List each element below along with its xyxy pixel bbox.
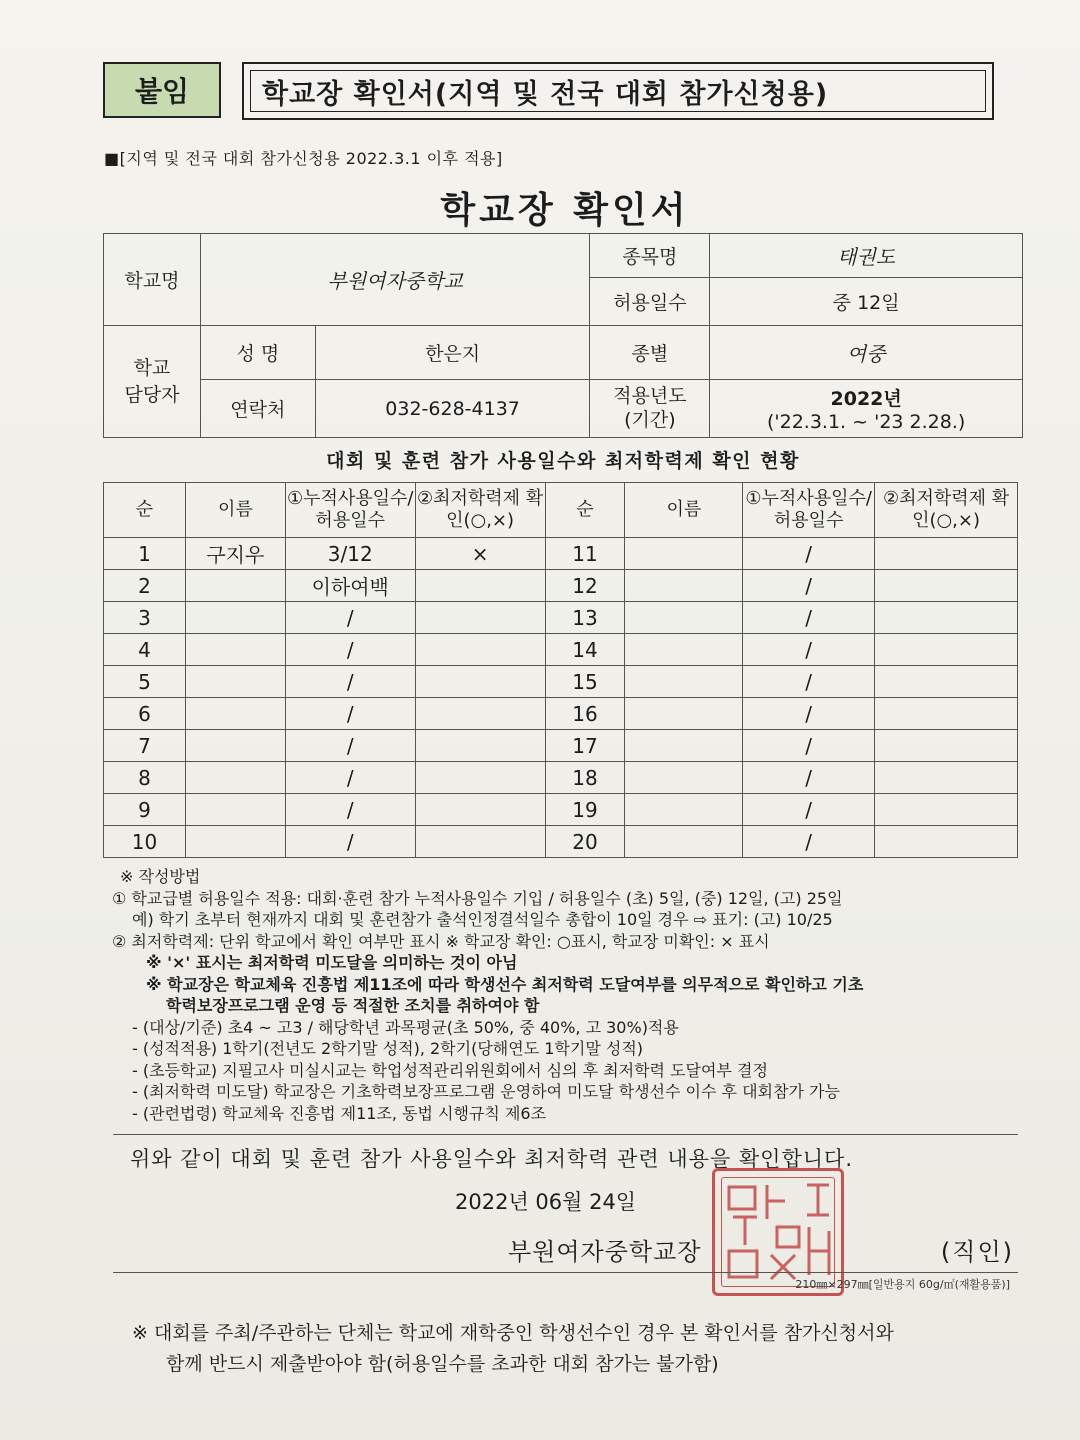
row-no: 9 bbox=[104, 794, 186, 826]
row-days-right: / bbox=[743, 826, 875, 858]
applicability-note: ■[지역 및 전국 대회 참가신청용 2022.3.1 이후 적용] bbox=[104, 149, 503, 168]
row-name bbox=[185, 634, 285, 666]
instruction-line: - (초등학교) 지필고사 미실시교는 학업성적관리위원회에서 심의 후 최저학력 도달여부 결정 bbox=[132, 1060, 768, 1080]
row-days-right: / bbox=[743, 762, 875, 794]
submission-footnote bbox=[132, 1318, 894, 1380]
event-label: 종목명 bbox=[590, 234, 710, 278]
instruction-line: 학력보장프로그램 운영 등 적절한 조치를 취하여야 함 bbox=[166, 996, 540, 1015]
official-seal-label: (직인) bbox=[940, 1238, 1014, 1266]
row-no: 8 bbox=[104, 762, 186, 794]
confirmation-statement: 위와 같이 대회 및 훈련 참가 사용일수와 최저학력 관련 내용을 확인합니다. bbox=[130, 1147, 854, 1171]
row-days-right: / bbox=[743, 570, 875, 602]
col-header-check-right: ②최저학력제 확인(○,×) bbox=[875, 483, 1018, 538]
col-header-no: 순 bbox=[104, 483, 186, 538]
category-value: 여중 bbox=[710, 326, 1023, 380]
school-name-value: 부원여자중학교 bbox=[200, 234, 590, 326]
school-name-label: 학교명 bbox=[104, 234, 201, 326]
row-days: / bbox=[285, 762, 415, 794]
row-days-right: / bbox=[743, 634, 875, 666]
row-name: 구지우 bbox=[185, 538, 285, 570]
staff-label: 학교 담당자 bbox=[104, 326, 201, 438]
col-header-days: ①누적사용일수/허용일수 bbox=[285, 483, 415, 538]
contact-label: 연락처 bbox=[200, 380, 315, 438]
row-no: 1 bbox=[104, 538, 186, 570]
row-no-right: 18 bbox=[545, 762, 625, 794]
row-no-right: 11 bbox=[545, 538, 625, 570]
row-name bbox=[185, 602, 285, 634]
row-no-right: 19 bbox=[545, 794, 625, 826]
divider bbox=[113, 1272, 1018, 1273]
school-principal-name: 부원여자중학교장 bbox=[508, 1238, 702, 1266]
row-days-right: / bbox=[743, 730, 875, 762]
row-name-right bbox=[625, 666, 743, 698]
row-days-right: / bbox=[743, 794, 875, 826]
row-days: / bbox=[285, 794, 415, 826]
row-days: 3/12 bbox=[285, 538, 415, 570]
table-row bbox=[104, 826, 1018, 858]
status-caption: 대회 및 훈련 참가 사용일수와 최저학력제 확인 현황 bbox=[326, 450, 800, 472]
row-no-right: 14 bbox=[545, 634, 625, 666]
table-row bbox=[104, 698, 1018, 730]
col-header-name-right: 이름 bbox=[625, 483, 743, 538]
table-row bbox=[104, 762, 1018, 794]
row-no: 7 bbox=[104, 730, 186, 762]
row-check bbox=[415, 794, 545, 826]
row-name-right bbox=[625, 634, 743, 666]
row-name bbox=[185, 794, 285, 826]
row-check-right bbox=[875, 538, 1018, 570]
row-name bbox=[185, 826, 285, 858]
row-name-right bbox=[625, 570, 743, 602]
instruction-line: - (성적적용) 1학기(전년도 2학기말 성적), 2학기(당해연도 1학기말 성적) bbox=[132, 1039, 644, 1058]
row-check bbox=[415, 698, 545, 730]
row-no: 4 bbox=[104, 634, 186, 666]
instruction-line: ※ '×' 표시는 최저학력 미도달을 의미하는 것이 아님 bbox=[146, 953, 518, 972]
year-value: 2022년 bbox=[830, 388, 902, 410]
allowed-days-value: 중 12일 bbox=[710, 278, 1023, 326]
row-no: 10 bbox=[104, 826, 186, 858]
writing-instructions bbox=[112, 866, 1032, 1124]
row-days: / bbox=[285, 730, 415, 762]
row-no-right: 12 bbox=[545, 570, 625, 602]
row-days: / bbox=[285, 826, 415, 858]
row-check bbox=[415, 602, 545, 634]
col-header-days-right: ①누적사용일수/허용일수 bbox=[743, 483, 875, 538]
status-table bbox=[103, 482, 1018, 858]
table-row bbox=[104, 730, 1018, 762]
row-no: 2 bbox=[104, 570, 186, 602]
row-days: / bbox=[285, 666, 415, 698]
instruction-line: - (최저학력 미도달) 학교장은 기초학력보장프로그램 운영하여 미도달 학생선수 이수 후 대회참가 가능 bbox=[132, 1082, 840, 1101]
header-title: 학교장 확인서(지역 및 전국 대회 참가신청용) bbox=[242, 62, 994, 120]
row-days: / bbox=[285, 698, 415, 730]
signature-date: 2022년 06월 24일 bbox=[455, 1190, 637, 1214]
table-row bbox=[104, 666, 1018, 698]
col-header-name: 이름 bbox=[185, 483, 285, 538]
row-check-right bbox=[875, 730, 1018, 762]
table-row bbox=[104, 634, 1018, 666]
row-check bbox=[415, 730, 545, 762]
row-check-right bbox=[875, 698, 1018, 730]
row-check-right bbox=[875, 762, 1018, 794]
divider bbox=[113, 1134, 1018, 1135]
row-check bbox=[415, 666, 545, 698]
col-header-no-right: 순 bbox=[545, 483, 625, 538]
table-row bbox=[104, 570, 1018, 602]
row-check-right bbox=[875, 826, 1018, 858]
year-period: ('22.3.1. ~ '23 2.28.) bbox=[766, 411, 966, 433]
footnote-line: ※ 대회를 주최/주관하는 단체는 학교에 재학중인 학생선수인 경우 본 확인서를 참가신청서와 bbox=[132, 1322, 894, 1344]
row-days-right: / bbox=[743, 602, 875, 634]
row-no: 6 bbox=[104, 698, 186, 730]
row-no-right: 16 bbox=[545, 698, 625, 730]
table-row bbox=[104, 538, 1018, 570]
col-header-check: ②최저학력제 확인(○,×) bbox=[415, 483, 545, 538]
row-name-right bbox=[625, 730, 743, 762]
table-row bbox=[104, 602, 1018, 634]
row-name bbox=[185, 762, 285, 794]
instructions-heading: ※ 작성방법 bbox=[120, 867, 201, 886]
paper-spec: 210㎜×297㎜[일반용지 60g/㎡(재활용품)] bbox=[795, 1278, 1010, 1291]
row-name-right bbox=[625, 538, 743, 570]
table-row bbox=[104, 794, 1018, 826]
row-no: 3 bbox=[104, 602, 186, 634]
row-check-right bbox=[875, 634, 1018, 666]
row-days-right: / bbox=[743, 698, 875, 730]
row-name-right bbox=[625, 826, 743, 858]
staff-name-value: 한은지 bbox=[315, 326, 590, 380]
row-name bbox=[185, 698, 285, 730]
row-check-right bbox=[875, 602, 1018, 634]
row-check-right bbox=[875, 794, 1018, 826]
allowed-days-label: 허용일수 bbox=[590, 278, 710, 326]
instruction-line: ② 최저학력제: 단위 학교에서 확인 여부만 표시 ※ 학교장 확인: ○표시, 학교장 미확인: × 표시 bbox=[112, 931, 770, 951]
instruction-line: - (대상/기준) 초4 ~ 고3 / 해당학년 과목평균(초 50%, 중 40%, 고 30%)적용 bbox=[132, 1017, 679, 1037]
row-name-right bbox=[625, 762, 743, 794]
instruction-line: 예) 학기 초부터 현재까지 대회 및 훈련참가 출석인정결석일수 총합이 10일 경우 ⇨ 표기: (고) 10/25 bbox=[132, 910, 833, 929]
row-days-right: / bbox=[743, 666, 875, 698]
row-no-right: 15 bbox=[545, 666, 625, 698]
row-days: / bbox=[285, 602, 415, 634]
row-no-right: 17 bbox=[545, 730, 625, 762]
row-name-right bbox=[625, 602, 743, 634]
row-name bbox=[185, 570, 285, 602]
staff-name-label: 성 명 bbox=[200, 326, 315, 380]
row-days: 이하여백 bbox=[285, 570, 415, 602]
row-check-right bbox=[875, 666, 1018, 698]
footnote-line: 함께 반드시 제출받아야 함(허용일수를 초과한 대회 참가는 불가함) bbox=[166, 1353, 719, 1375]
category-label: 종별 bbox=[590, 326, 710, 380]
row-days: / bbox=[285, 634, 415, 666]
document-title: 학교장 확인서 bbox=[440, 190, 690, 231]
year-cell bbox=[710, 380, 1023, 438]
row-no-right: 20 bbox=[545, 826, 625, 858]
row-check: × bbox=[415, 538, 545, 570]
attachment-badge: 붙임 bbox=[103, 62, 221, 118]
row-no: 5 bbox=[104, 666, 186, 698]
row-days-right: / bbox=[743, 538, 875, 570]
row-name-right bbox=[625, 794, 743, 826]
row-name bbox=[185, 666, 285, 698]
year-label: 적용년도 (기간) bbox=[590, 380, 710, 438]
contact-value: 032-628-4137 bbox=[315, 380, 590, 438]
instruction-line: ※ 학교장은 학교체육 진흥법 제11조에 따라 학생선수 최저학력 도달여부를 의무적으로 확인하고 기초 bbox=[146, 974, 864, 994]
row-check bbox=[415, 570, 545, 602]
row-check bbox=[415, 826, 545, 858]
row-check bbox=[415, 762, 545, 794]
info-table bbox=[103, 233, 1023, 438]
row-name-right bbox=[625, 698, 743, 730]
event-value: 태권도 bbox=[710, 234, 1023, 278]
row-check-right bbox=[875, 570, 1018, 602]
row-no-right: 13 bbox=[545, 602, 625, 634]
row-check bbox=[415, 634, 545, 666]
instruction-line: - (관련법령) 학교체육 진흥법 제11조, 동법 시행규칙 제6조 bbox=[132, 1103, 547, 1123]
row-name bbox=[185, 730, 285, 762]
instruction-line: ① 학교급별 허용일수 적용: 대회·훈련 참가 누적사용일수 기입 / 허용일수 (초) 5일, (중) 12일, (고) 25일 bbox=[112, 888, 843, 908]
